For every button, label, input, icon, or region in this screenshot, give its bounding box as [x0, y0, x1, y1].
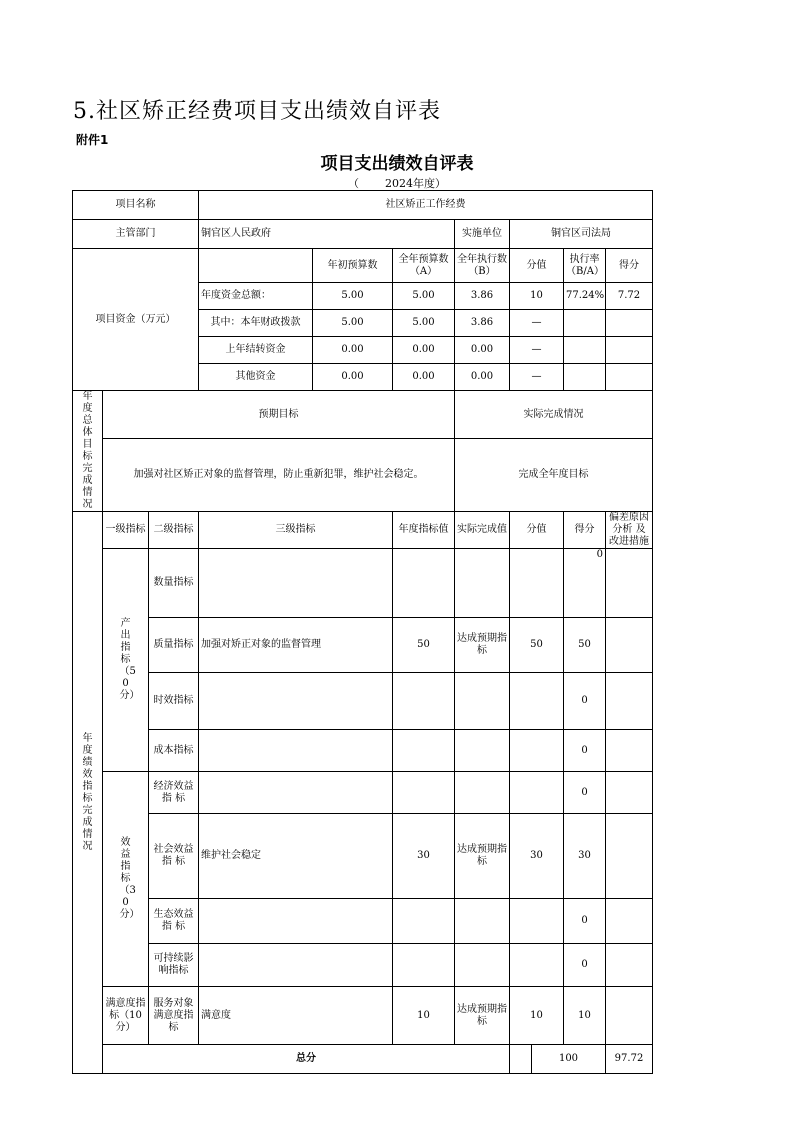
benefit-label-text: 效益指标（30分） [119, 837, 140, 920]
target [393, 673, 455, 730]
funds-initial: 0.00 [313, 364, 393, 391]
score: 0 [564, 549, 606, 618]
form-title: 项目支出绩效自评表 [320, 154, 474, 174]
actual [455, 730, 510, 772]
indicator-row-economic [73, 772, 653, 814]
header-actual: 实际完成值 [455, 512, 510, 549]
funds-label: 项目资金（万元） [73, 249, 199, 391]
page-heading: 5.社区矫正经费项目支出绩效自评表 [73, 99, 441, 124]
score: 30 [564, 814, 606, 899]
funds-score [606, 364, 653, 391]
dept-value: 铜官区人民政府 [199, 220, 455, 249]
level2: 生态效益 指 标 [149, 899, 199, 944]
funds-weight: — [510, 337, 564, 364]
header-level1: 一级指标 [103, 512, 149, 549]
deviation [606, 730, 653, 772]
actual: 达成预期指标 [455, 814, 510, 899]
indicator-row-sustainable [73, 944, 653, 987]
target: 30 [393, 814, 455, 899]
funds-full-year: 0.00 [393, 337, 455, 364]
project-name-row [73, 191, 653, 220]
level2: 时效指标 [149, 673, 199, 730]
weight [510, 730, 564, 772]
project-name-label: 项目名称 [73, 191, 199, 220]
level2: 成本指标 [149, 730, 199, 772]
funds-weight: — [510, 364, 564, 391]
level3: 维护社会稳定 [199, 814, 393, 899]
deviation [606, 618, 653, 673]
output-label [103, 549, 149, 772]
deviation [606, 673, 653, 730]
total-label: 总分 [103, 1045, 510, 1074]
funds-full-year: 5.00 [393, 310, 455, 337]
target: 50 [393, 618, 455, 673]
header-executed: 全年执行数（B） [455, 249, 510, 283]
weight: 50 [510, 618, 564, 673]
weight [510, 944, 564, 987]
indicators-section-text: 年度绩效指标完成情况 [82, 732, 93, 852]
header-initial: 年初预算数 [313, 249, 393, 283]
total-blank [510, 1045, 532, 1074]
funds-weight: — [510, 310, 564, 337]
indicators-header-row [73, 512, 653, 549]
dept-label: 主管部门 [73, 220, 199, 249]
funds-rate [564, 337, 606, 364]
total-row [73, 1045, 653, 1074]
funds-full-year: 5.00 [393, 283, 455, 310]
year-value: 2024年度） [385, 177, 446, 190]
level2: 社会效益 指 标 [149, 814, 199, 899]
expected-header: 预期目标 [103, 391, 455, 439]
goals-label-text: 年度总体目标完成情况 [82, 391, 93, 510]
weight [510, 899, 564, 944]
weight [510, 549, 564, 618]
header-rate: 执行率（B/A） [564, 249, 606, 283]
level2: 质量指标 [149, 618, 199, 673]
header-weight: 分值 [510, 249, 564, 283]
deviation [606, 987, 653, 1045]
funds-full-year: 0.00 [393, 364, 455, 391]
deviation [606, 549, 653, 618]
header-deviation: 偏差原因分析 及 改进措施 [606, 512, 653, 549]
score: 0 [564, 730, 606, 772]
level3 [199, 549, 393, 618]
indicator-row-timeliness [73, 673, 653, 730]
header-score: 得分 [564, 512, 606, 549]
goals-label [73, 391, 103, 512]
actual [455, 944, 510, 987]
funds-executed: 3.86 [455, 283, 510, 310]
attachment-label: 附件1 [76, 133, 109, 147]
actual: 达成预期指标 [455, 618, 510, 673]
impl-value: 铜官区司法局 [510, 220, 653, 249]
header-level3: 三级指标 [199, 512, 393, 549]
funds-executed: 0.00 [455, 337, 510, 364]
expected-value: 加强对社区矫正对象的监督管理，防止重新犯罪，维护社会稳定。 [103, 439, 455, 512]
department-row [73, 220, 653, 249]
weight [510, 772, 564, 814]
indicator-row-cost [73, 730, 653, 772]
funds-rate [564, 310, 606, 337]
deviation [606, 944, 653, 987]
level2: 可持续影响指标 [149, 944, 199, 987]
funds-executed: 0.00 [455, 364, 510, 391]
funds-header-row [73, 249, 653, 283]
funds-row-label: 上年结转资金 [199, 337, 313, 364]
actual [455, 772, 510, 814]
funds-initial: 5.00 [313, 310, 393, 337]
level3 [199, 944, 393, 987]
funds-header-blank [199, 249, 313, 283]
level3 [199, 899, 393, 944]
level2: 数量指标 [149, 549, 199, 618]
project-name-value: 社区矫正工作经费 [199, 191, 653, 220]
target [393, 772, 455, 814]
funds-row-label: 其他资金 [199, 364, 313, 391]
weight: 30 [510, 814, 564, 899]
level3 [199, 673, 393, 730]
satisfaction-label: 满意度指标（10分） [103, 987, 149, 1045]
deviation [606, 814, 653, 899]
score: 0 [564, 944, 606, 987]
indicator-row-satisfaction [73, 987, 653, 1045]
goals-header-row [73, 391, 653, 439]
total-weight: 100 [532, 1045, 606, 1074]
goals-value-row [73, 439, 653, 512]
header-weight: 分值 [510, 512, 564, 549]
target [393, 944, 455, 987]
weight: 10 [510, 987, 564, 1045]
target [393, 899, 455, 944]
deviation [606, 899, 653, 944]
level3: 满意度 [199, 987, 393, 1045]
score: 0 [564, 772, 606, 814]
indicator-row-quality [73, 618, 653, 673]
score: 10 [564, 987, 606, 1045]
level3 [199, 772, 393, 814]
impl-label: 实施单位 [455, 220, 510, 249]
header-target: 年度指标值 [393, 512, 455, 549]
funds-initial: 5.00 [313, 283, 393, 310]
funds-score [606, 337, 653, 364]
actual [455, 899, 510, 944]
funds-rate [564, 364, 606, 391]
header-level2: 二级指标 [149, 512, 199, 549]
indicator-row-ecological [73, 899, 653, 944]
funds-initial: 0.00 [313, 337, 393, 364]
funds-row-label: 年度资金总额： [199, 283, 313, 310]
actual-value: 完成全年度目标 [455, 439, 653, 512]
benefit-label [103, 772, 149, 987]
deviation [606, 772, 653, 814]
indicator-row-social [73, 814, 653, 899]
funds-score [606, 310, 653, 337]
header-score: 得分 [606, 249, 653, 283]
actual: 达成预期指标 [455, 987, 510, 1045]
target [393, 730, 455, 772]
total-score: 97.72 [606, 1045, 653, 1074]
indicator-row-quantity [73, 549, 653, 618]
score: 0 [564, 899, 606, 944]
level2: 经济效益 指 标 [149, 772, 199, 814]
actual [455, 549, 510, 618]
target: 10 [393, 987, 455, 1045]
form-year [0, 175, 794, 191]
weight [510, 673, 564, 730]
score: 0 [564, 673, 606, 730]
actual-header: 实际完成情况 [455, 391, 653, 439]
funds-score: 7.72 [606, 283, 653, 310]
funds-rate: 77.24% [564, 283, 606, 310]
level3 [199, 730, 393, 772]
target [393, 549, 455, 618]
actual [455, 673, 510, 730]
funds-weight: 10 [510, 283, 564, 310]
level2: 服务对象满意度指标 [149, 987, 199, 1045]
score: 50 [564, 618, 606, 673]
level3: 加强对矫正对象的监督管理 [199, 618, 393, 673]
header-full-year: 全年预算数（A） [393, 249, 455, 283]
indicators-section-label [73, 512, 103, 1074]
evaluation-table [72, 190, 653, 1074]
output-label-text: 产出指标（50分） [119, 618, 140, 701]
year-paren: （ [348, 177, 359, 190]
funds-executed: 3.86 [455, 310, 510, 337]
funds-row-label: 其中：本年财政拨款 [199, 310, 313, 337]
